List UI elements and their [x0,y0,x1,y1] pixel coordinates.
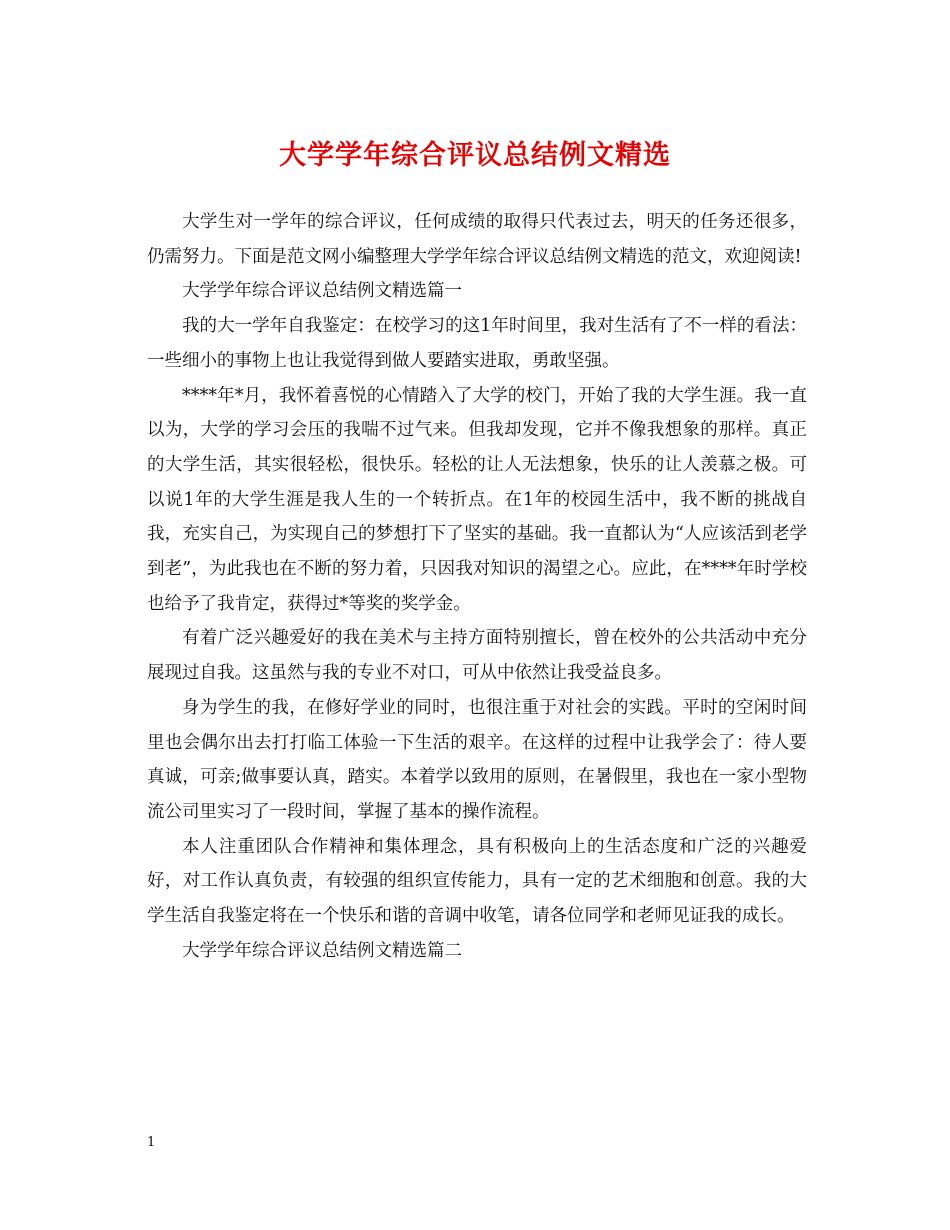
body-paragraph: 我的大一学年自我鉴定：在校学习的这1年时间里，我对生活有了不一样的看法：一些细小的事物上也让我觉得到做人要踏实进取，勇敢坚强。 [147,316,807,371]
section-heading-1: 大学学年综合评议总结例文精选篇一 [182,281,462,302]
body-paragraph: 本人注重团队合作精神和集体理念，具有积极向上的生活态度和广泛的兴趣爱好，对工作认真负责，有较强的组织宣传能力，具有一定的艺术细胞和创意。我的大学生活自我鉴定将在一个快乐和谐的音调中收笔，请各位同学和老师见证我的成长。 [147,836,807,927]
document-body [147,205,807,968]
body-paragraph: 有着广泛兴趣爱好的我在美术与主持方面特别擅长，曾在校外的公共活动中充分展现过自我。这虽然与我的专业不对口，可从中依然让我受益良多。 [147,628,807,684]
intro-paragraph: 大学生对一学年的综合评议，任何成绩的取得只代表过去，明天的任务还很多，仍需努力。下面是范文网小编整理大学学年综合评议总结例文精选的范文，欢迎阅读! [147,212,807,267]
body-paragraph: 身为学生的我，在修好学业的同时，也很注重于对社会的实践。平时的空闲时间里也会偶尔出去打打临工体验一下生活的艰辛。在这样的过程中让我学会了：待人要真诚，可亲;做事要认真，踏实。本着学以致用的原则，在暑假里，我也在一家小型物流公司里实习了一段时间，掌握了基本的操作流程。 [147,697,807,822]
section-heading-2: 大学学年综合评议总结例文精选篇二 [182,940,462,961]
body-paragraph: ****年*月，我怀着喜悦的心情踏入了大学的校门，开始了我的大学生涯。我一直以为，大学的学习会压的我喘不过气来。但我却发现，它并不像我想象的那样。真正的大学生活，其实很轻松，很快乐。轻松的让人无法想象，快乐的让人羡慕之极。可以说1年的大学生涯是我人生的一个转折点。在1年的校园生活中，我不断的挑战自我，充实自己，为实现自己的梦想打下了坚实的基础。我一直都认为“人应该活到老学到老”，为此我也在不断的努力着，只因我对知识的渴望之心。应此，在****年时学校也给予了我肯定，获得过*等奖的奖学金。 [147,385,807,614]
document-title: 大学学年综合评议总结例文精选 [279,140,671,171]
page-number: 1 [147,1135,156,1150]
